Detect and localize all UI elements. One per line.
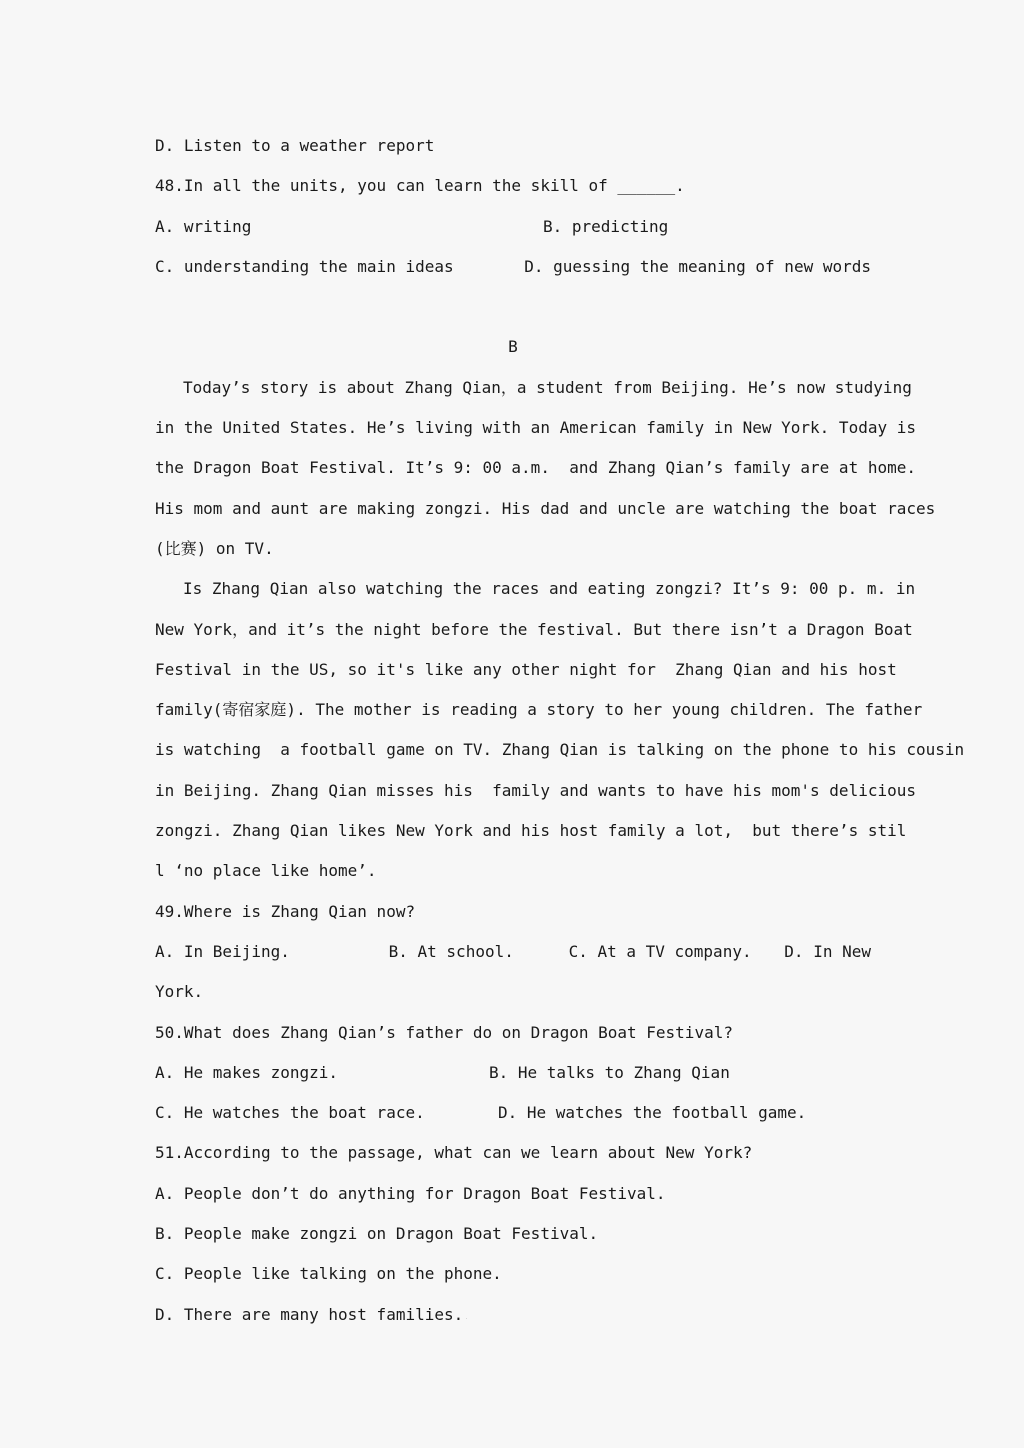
q49-question: 49.Where is Zhang Qian now?	[155, 901, 416, 921]
q50-options-row1	[155, 1053, 871, 1093]
q50-question: 50.What does Zhang Qian’s father do on Dragon Boat Festival?	[155, 1022, 733, 1042]
q48-option-d: D. guessing the meaning of new words	[524, 256, 871, 276]
passage-paragraph-2	[155, 569, 965, 891]
passage-paragraph-1	[155, 368, 936, 569]
passage-line: in Beijing. Zhang Qian misses his family and wants to have his mom's delicious	[155, 780, 916, 800]
exam-page	[155, 126, 965, 1335]
passage-line: His mom and aunt are making zongzi. His dad and uncle are watching the boat races	[155, 498, 936, 518]
passage-line: Is Zhang Qian also watching the races and eating zongzi? It’s 9: 00 p. m. in	[183, 579, 916, 599]
q50-option-c: C. He watches the boat race.	[155, 1103, 425, 1123]
passage-line: (比赛) on TV.	[155, 538, 274, 558]
q48-option-b: B. predicting	[543, 216, 669, 236]
q47-option-d: D. Listen to a weather report	[155, 136, 435, 155]
q49-option-d: D. In New	[784, 941, 871, 961]
q49-option-c: C. At a TV company.	[568, 941, 752, 961]
q51-option-d-row	[155, 1295, 871, 1335]
q51-option-c: C. People like talking on the phone.	[155, 1264, 502, 1284]
passage-line: Festival in the US, so it's like any other night for Zhang Qian and his host	[155, 659, 897, 679]
q51-question: 51.According to the passage, what can we learn about New York?	[155, 1143, 753, 1163]
q51-option-d: D. There are many host families.	[155, 1304, 464, 1324]
q49-options-row	[155, 932, 871, 972]
q51-option-b: B. People make zongzi on Dragon Boat Festival.	[155, 1224, 599, 1244]
passage-line: in the United States. He’s living with an American family in New York. Today is	[155, 418, 916, 438]
passage-line: family(寄宿家庭). The mother is reading a story to her young children. The father	[155, 700, 923, 720]
q50-option-d: D. He watches the football game.	[498, 1103, 807, 1123]
q48-question: 48.In all the units, you can learn the skill of ______.	[155, 176, 685, 196]
watermark-mark: ·	[465, 1315, 468, 1321]
passage-line: is watching a football game on TV. Zhang Qian is talking on the phone to his cousin	[155, 740, 965, 760]
passage-line: New York，and it’s the night before the festival. But there isn’t a Dragon Boat	[155, 619, 913, 639]
section-gap	[155, 287, 871, 327]
q50-options-row2	[155, 1093, 871, 1133]
passage-line: l ‘no place like home’.	[155, 861, 377, 881]
q50-option-b: B. He talks to Zhang Qian	[489, 1062, 730, 1082]
q49-option-d-cont: York.	[155, 982, 204, 1002]
q50-option-a: A. He makes zongzi.	[155, 1062, 339, 1082]
passage-line: Today’s story is about Zhang Qian，a student from Beijing. He’s now studying	[183, 377, 912, 397]
q49-option-b: B. At school.	[388, 941, 514, 961]
q48-option-a: A. writing	[155, 216, 252, 236]
q48-option-c: C. understanding the main ideas	[155, 256, 454, 276]
passage-line: the Dragon Boat Festival. It’s 9: 00 a.m. and Zhang Qian’s family are at home.	[155, 458, 916, 478]
section-b-heading: B	[508, 337, 518, 357]
passage-line: zongzi. Zhang Qian likes New York and his host family a lot, but there’s stil	[155, 821, 907, 841]
q49-option-a: A. In Beijing.	[155, 941, 290, 961]
q48-options-row1	[155, 207, 871, 247]
q51-option-a: A. People don’t do anything for Dragon Boat Festival.	[155, 1183, 666, 1203]
q48-options-row2	[155, 247, 871, 287]
